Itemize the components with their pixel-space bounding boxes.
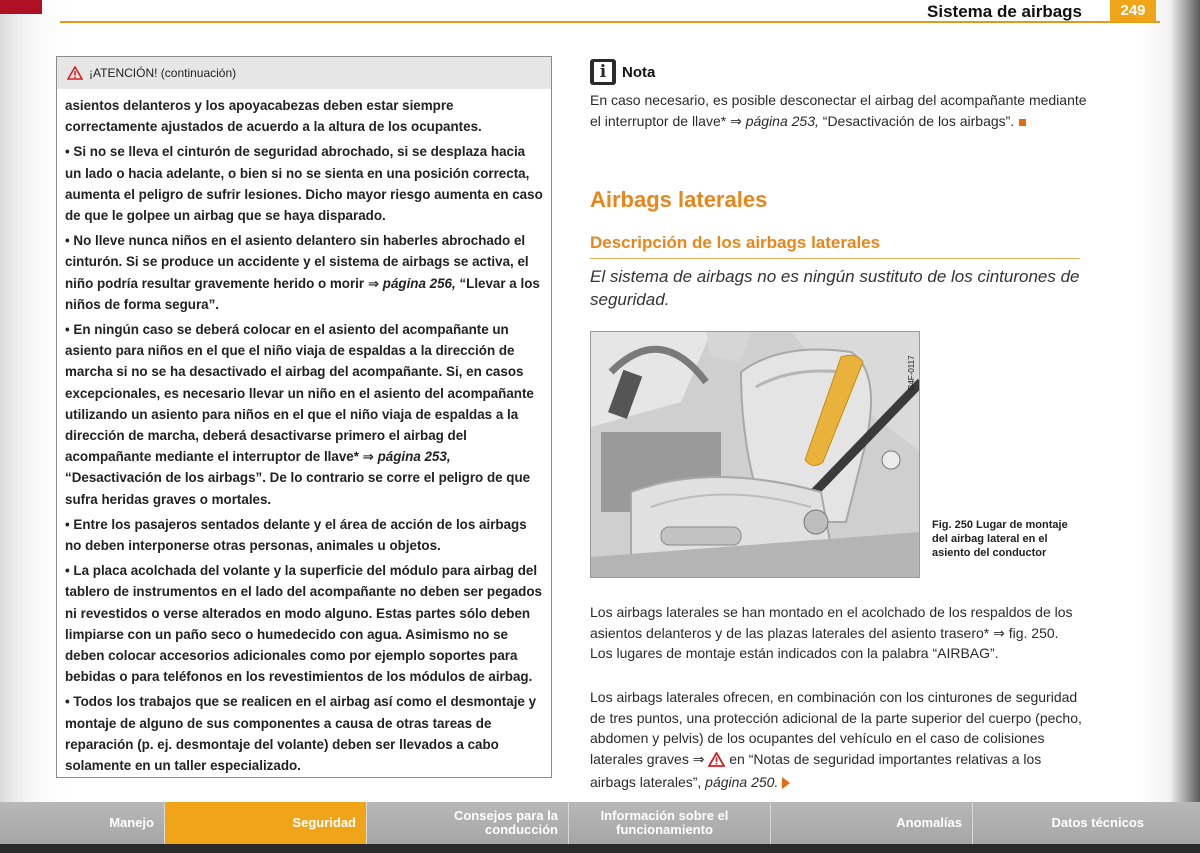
tab-informacion-funcionamiento[interactable]: Información sobre el funcionamiento (569, 802, 771, 844)
tab-consejos-conduccion[interactable]: Consejos para la conducción (367, 802, 569, 844)
note-block (590, 56, 1090, 132)
chapter-tab-bar (0, 802, 1200, 844)
running-title: Sistema de airbags (927, 2, 1082, 21)
warning-bullet: • La placa acolchada del volante y la superficie del módulo para airbag del tablero de instrumentos en el lado del acompañante no deben ser pegados ni revestidos o verse alterados en modo alguno. Estas partes sólo deben limpiarse con un paño seco o humedecido con agua. Asimismo no se deben colocar accesorios adicionales como por ejemplo soportes para bebidas o para teléfonos en los revestimientos de los módulos de airbag. (65, 560, 543, 687)
corner-mark (0, 0, 42, 14)
end-marker-icon (1019, 119, 1026, 126)
note-text: En caso necesario, es posible desconectar el airbag del acompañante mediante el interruptor de llave* ⇒ página 253, “Desactivación de los airbags”. (590, 92, 1087, 129)
figure-code: B4F-0117 (907, 355, 916, 390)
body-paragraph: Los airbags laterales ofrecen, en combinación con los cinturones de seguridad de tres puntos, una protección adicional de la parte superior del cuerpo (pecho, abdomen y pelvis) de los ocupantes del vehículo en el caso de colisiones laterales graves ⇒ en “Notas de seguridad importantes relativas a los airbags laterales”, página 250. (590, 689, 1082, 790)
page-reference-link[interactable]: página 256, (382, 275, 456, 291)
warning-bullet: • No lleve nunca niños en el asiento delantero sin haberles abrochado el cinturón. Si se produce un accidente y el sistema de airbags se activa, el niño podría resultar gravemente herido o morir ⇒ página 256, “Llevar a los niños de forma segura”. (65, 230, 543, 315)
warning-bullet: • Si no se lleva el cinturón de seguridad abrochado, si se desplaza hacia un lado o hacia adelante, o bien si no se sienta en una posición correcta, aumenta el peligro de sufrir lesiones. Dicho mayor riesgo aumenta en caso de que le golpee un airbag que se haya disparado. (65, 141, 543, 226)
warning-triangle-icon (67, 66, 83, 80)
warning-bullet: • Entre los pasajeros sentados delante y el área de acción de los airbags no deben interponerse otras personas, animales u objetos. (65, 514, 543, 556)
page-number: 249 (1110, 0, 1156, 22)
bottom-edge (0, 844, 1200, 853)
info-icon: i (590, 59, 616, 85)
section-title: Airbags laterales (590, 187, 768, 212)
seat-airbag-figure (590, 331, 920, 578)
tab-seguridad[interactable]: Seguridad (165, 802, 367, 844)
note-title: Nota (622, 63, 656, 81)
intro-text: El sistema de airbags no es ningún sustituto de los cinturones de seguridad. (590, 267, 1080, 309)
tab-manejo[interactable]: Manejo (0, 802, 165, 844)
tab-anomalias[interactable]: Anomalías (771, 802, 973, 844)
page-reference-link[interactable]: página 250. (705, 774, 779, 790)
figure-caption: Fig. 250 Lugar de montaje del airbag lateral en el asiento del conductor (932, 519, 1068, 559)
warning-bullet: • Todos los trabajos que se realicen en el airbag así como el desmontaje y montaje de alguno de sus componentes a causa de otras tareas de reparación (p. ej. desmontaje del volante) deben ser llevados a cabo solamente en un taller especializado. (65, 691, 543, 776)
warning-paragraph: asientos delanteros y los apoyacabezas deben estar siempre correctamente ajustados de acuerdo a la altura de los ocupantes. (65, 98, 482, 135)
warning-body (57, 89, 551, 776)
warning-triangle-icon (708, 752, 725, 773)
warning-header (57, 57, 551, 89)
warning-bullet: • En ningún caso se deberá colocar en el asiento del acompañante un asiento para niños en el que el niño viaja de espaldas a la dirección de marcha si no se ha desactivado el airbag del acompañante. Si, en casos excepcionales, es necesario llevar un niño en el asiento del acompañante utilizando un asiento para niños en el que el niño viaja de espaldas a la dirección de marcha, deberá desactivarse primero el airbag del acompañante mediante el interruptor de llave* ⇒ página 253, “Desactivación de los airbags”. De lo contrario se corre el peligro de que sufra heridas graves o mortales. (65, 319, 543, 510)
note-header (590, 56, 1090, 88)
page-reference-link[interactable]: página 253, (745, 113, 819, 129)
warning-title: ¡ATENCIÓN! (continuación) (89, 66, 237, 80)
tab-datos-tecnicos[interactable]: Datos técnicos (1051, 815, 1144, 830)
continue-arrow-icon (782, 777, 790, 789)
page-reference-link[interactable]: página 253, (377, 449, 451, 465)
subsection-rule (590, 258, 1080, 259)
warning-box (56, 56, 552, 778)
body-paragraph: Los airbags laterales se han montado en el acolchado de los respaldos de los asientos delanteros y de las plazas laterales del asiento trasero* ⇒ fig. 250. Los lugares de montaje están indicados con la palabra “AIRBAG”. (590, 604, 1073, 661)
subsection-title: Descripción de los airbags laterales (590, 233, 881, 252)
